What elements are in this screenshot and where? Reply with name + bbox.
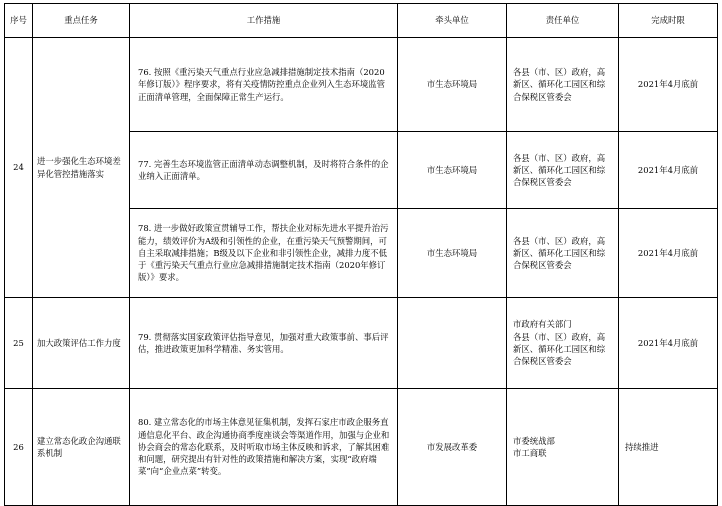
seq-cell: 24 — [5, 38, 33, 298]
task-cell: 进一步强化生态环境差异化管控措施落实 — [33, 38, 130, 298]
deadline-cell: 2021年4月底前 — [619, 132, 718, 209]
seq-cell: 25 — [5, 298, 33, 389]
measure-cell: 80. 建立常态化的市场主体意见征集机制，发挥石家庄市政企服务直通信息化平台、政企沟通协商季度座谈会等渠道作用，加强与企业和协会商会的常态化联系，及时听取市场主体反映和诉求，了解其困难和问题，研究提出有针对性的政策措施和解决方案，实现“政府端菜”向“企业点菜”转变。 — [130, 389, 398, 506]
header-measures: 工作措施 — [130, 4, 398, 38]
responsible-unit-cell: 各县（市、区）政府，高新区、循环化工园区和综合保税区管委会 — [507, 132, 619, 209]
task-table — [4, 3, 718, 506]
task-cell: 建立常态化政企沟通联系机制 — [33, 389, 130, 506]
lead-unit-cell: 市生态环境局 — [398, 38, 507, 132]
task-cell: 加大政策评估工作力度 — [33, 298, 130, 389]
lead-unit-cell: 市发展改革委 — [398, 389, 507, 506]
responsible-unit-cell: 市委统战部 市工商联 — [507, 389, 619, 506]
seq-cell: 26 — [5, 389, 33, 506]
table-row — [5, 38, 718, 132]
lead-unit-cell: 市生态环境局 — [398, 209, 507, 298]
deadline-cell: 持续推进 — [619, 389, 718, 506]
lead-unit-cell — [398, 298, 507, 389]
measure-cell: 78. 进一步做好政策宣贯辅导工作，帮扶企业对标先进水平提升治污能力，绩效评价为A级和引领性的企业，在重污染天气预警期间，可自主采取减排措施；B级及以下企业和非引领性企业，减排力度不低于《重污染天气重点行业应急减排措施制定技术指南（2020年修订版）》要求。 — [130, 209, 398, 298]
header-deadline: 完成时限 — [619, 4, 718, 38]
lead-unit-cell: 市生态环境局 — [398, 132, 507, 209]
deadline-cell: 2021年4月底前 — [619, 209, 718, 298]
measure-cell: 76. 按照《重污染天气重点行业应急减排措施制定技术指南（2020年修订版）》程序要求，将有关疫情防控重点企业列入生态环境监管正面清单管理，全面保障正常生产运行。 — [130, 38, 398, 132]
responsible-unit-cell: 市政府有关部门 各县（市、区）政府，高新区、循环化工园区和综合保税区管委会 — [507, 298, 619, 389]
responsible-unit-cell: 各县（市、区）政府，高新区、循环化工园区和综合保税区管委会 — [507, 38, 619, 132]
measure-cell: 77. 完善生态环境监管正面清单动态调整机制，及时将符合条件的企业纳入正面清单。 — [130, 132, 398, 209]
deadline-cell: 2021年4月底前 — [619, 38, 718, 132]
measure-cell: 79. 贯彻落实国家政策评估指导意见，加强对重大政策事前、事后评估，推进政策更加科学精准、务实管用。 — [130, 298, 398, 389]
deadline-cell: 2021年4月底前 — [619, 298, 718, 389]
header-lead-unit: 牵头单位 — [398, 4, 507, 38]
table-row — [5, 298, 718, 389]
responsible-unit-cell: 各县（市、区）政府，高新区、循环化工园区和综合保税区管委会 — [507, 209, 619, 298]
header-seq: 序号 — [5, 4, 33, 38]
table-row — [5, 389, 718, 506]
header-responsible-unit: 责任单位 — [507, 4, 619, 38]
header-row — [5, 4, 718, 38]
header-task: 重点任务 — [33, 4, 130, 38]
